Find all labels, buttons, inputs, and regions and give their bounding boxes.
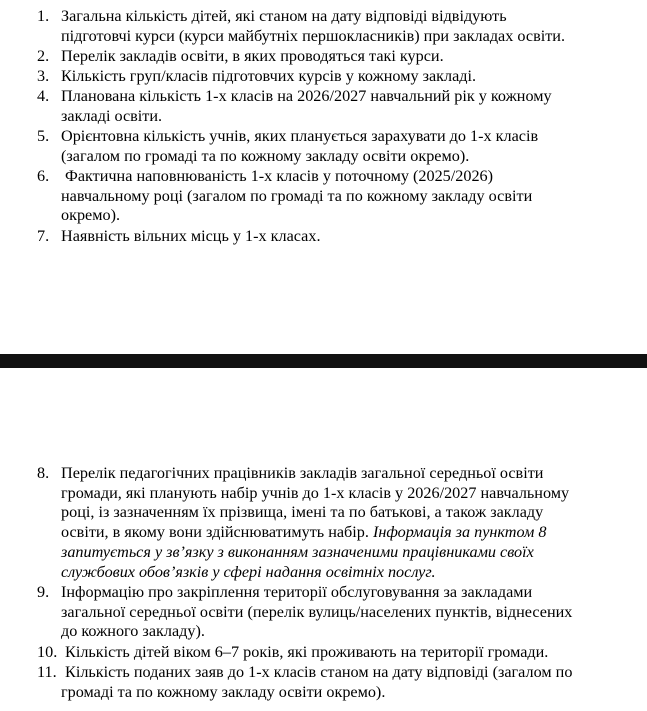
item-text bbox=[61, 643, 617, 663]
document-page-bottom bbox=[0, 368, 647, 711]
text-line: Інформацію про закріплення території обслуговування за закладами bbox=[61, 583, 533, 601]
item-text bbox=[61, 47, 617, 67]
text-line: Кількість поданих заяв до 1-х класів станом на дату відповіді (загалом по bbox=[61, 663, 573, 681]
item-number: 2. bbox=[37, 47, 50, 65]
page-break-divider bbox=[0, 354, 647, 368]
item-number: 4. bbox=[37, 87, 50, 105]
item-text bbox=[61, 227, 617, 247]
text-line: (загалом по громаді та по кожному закладу освіти окремо). bbox=[61, 146, 470, 165]
text-line bbox=[61, 523, 617, 543]
item-text bbox=[61, 464, 617, 582]
item-number: 11. bbox=[37, 663, 57, 681]
text-line: закладі освіти. bbox=[61, 106, 163, 125]
item-text bbox=[61, 167, 617, 226]
text-line: навчальному році (загалом по громаді та по кожному закладу освіти bbox=[61, 186, 533, 205]
text-line: загальної середньої освіти (перелік вулиць/населених пунктів, віднесених bbox=[61, 602, 573, 621]
text-line: Орієнтовна кількість учнів, яких планується зарахувати до 1-х класів bbox=[61, 127, 539, 145]
text-line: Наявність вільних місць у 1-х класах. bbox=[61, 227, 321, 245]
item-text bbox=[61, 7, 617, 46]
text-line: Кількість груп/класів підготовчих курсів у кожному закладі. bbox=[61, 67, 477, 85]
item-number: 6. bbox=[37, 167, 50, 185]
item-number: 10. bbox=[37, 643, 58, 661]
italic-note: Інформація за пунктом 8 bbox=[372, 523, 547, 542]
text-line bbox=[61, 543, 617, 563]
text-line bbox=[61, 563, 617, 583]
item-text bbox=[61, 67, 617, 87]
item-text bbox=[61, 87, 617, 126]
text-line: громаді та по кожному закладу освіти окремо). bbox=[61, 682, 386, 701]
item-number: 7. bbox=[37, 227, 50, 245]
item-text bbox=[61, 663, 617, 702]
text-line: Планована кількість 1-х класів на 2026/2027 навчальний рік у кожному bbox=[61, 87, 552, 105]
item-number: 3. bbox=[37, 67, 50, 85]
item-number: 8. bbox=[37, 464, 50, 482]
text-line: підготовчі курси (курси майбутніх першокласників) при закладах освіти. bbox=[61, 26, 565, 45]
text-line: громади, які планують набір учнів до 1-х класів у 2026/2027 навчальному bbox=[61, 483, 570, 502]
text-line: Загальна кількість дітей, які станом на дату відповіді відвідують bbox=[61, 7, 507, 25]
italic-note: службових обов’язків у сфері надання освітніх послуг. bbox=[61, 562, 436, 581]
item-number: 5. bbox=[37, 127, 50, 145]
text-span: освіти, в якому вони здійснюватимуть набір. bbox=[61, 523, 373, 542]
text-line: окремо). bbox=[61, 206, 121, 225]
item-number: 1. bbox=[37, 7, 50, 25]
document-page-top bbox=[0, 0, 647, 354]
text-line: Перелік педагогічних працівників закладів загальної середньої освіти bbox=[61, 464, 544, 482]
italic-note: запитується у зв’язку з виконанням зазначеними працівниками своїх bbox=[61, 542, 534, 561]
text-line: до кожного закладу). bbox=[61, 622, 205, 641]
text-line: Перелік закладів освіти, в яких проводяться такі курси. bbox=[61, 47, 444, 65]
text-line: році, із зазначенням їх прізвища, імені та по батькові, а також закладу bbox=[61, 503, 544, 522]
item-number: 9. bbox=[37, 583, 50, 601]
item-text bbox=[61, 583, 617, 642]
text-line: Фактична наповнюваність 1-х класів у поточному (2025/2026) bbox=[61, 167, 494, 185]
text-line: Кількість дітей віком 6–7 років, які проживають на території громади. bbox=[61, 643, 549, 661]
item-text bbox=[61, 127, 617, 166]
